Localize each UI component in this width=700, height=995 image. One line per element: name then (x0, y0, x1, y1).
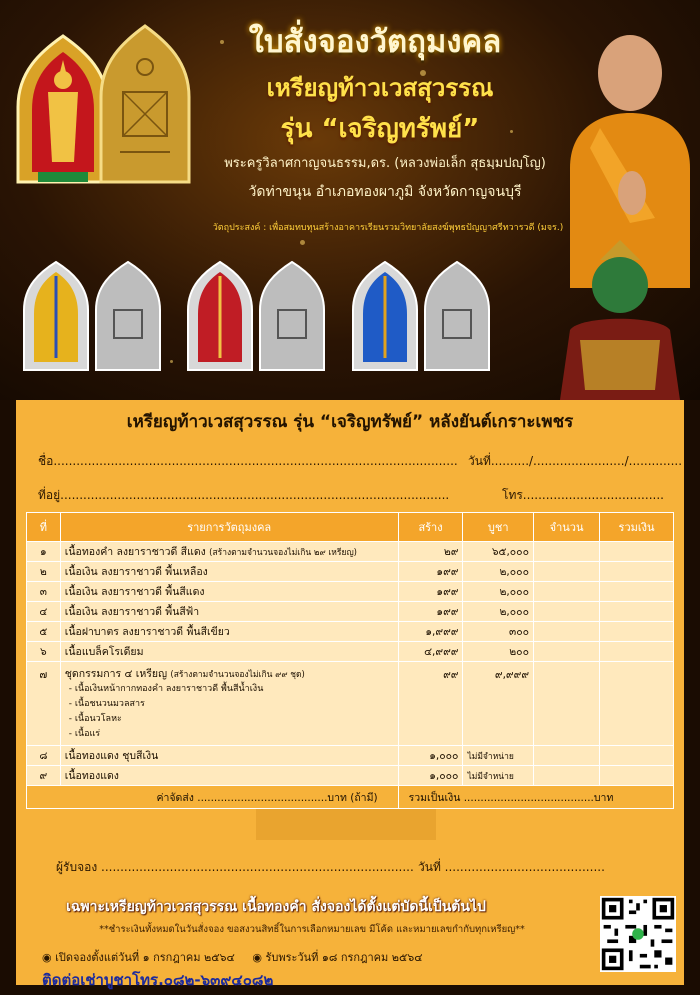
table-row: ๕ เนื้อฝาบาตร ลงยาราชาวดี พื้นสีเขียว ๑,๙๙๙ ๓๐๐ (27, 622, 674, 642)
table-row: ๑ เนื้อทองคำ ลงยาราชาวดี สีแดง (สร้างตามจำนวนจองไม่เกิน ๒๙ เหรียญ) ๒๙ ๖๕,๐๐๐ (27, 542, 674, 562)
total-cell[interactable] (600, 582, 674, 602)
dates-line (42, 948, 423, 966)
qr-code-icon[interactable] (600, 896, 676, 972)
address-field[interactable]: ที่อยู่...................................................................................................... (38, 488, 450, 502)
page-title: ใบสั่งจองวัตถุมงคล (248, 24, 502, 60)
amulet-blue-pair-image (345, 258, 505, 378)
col-price: บูชา (463, 513, 534, 542)
table-footer-row (27, 786, 674, 809)
orderer-label: ผู้รับจอง (56, 860, 98, 874)
order-date-label: วันที่ (418, 860, 441, 874)
exclusive-notice: เฉพาะเหรียญท้าวเวสสุวรรณ เนื้อทองคำ สั่งจองได้ตั้งแต่บัดนี้เป็นต้นไป (66, 899, 486, 915)
purpose-text: วัตถุประสงค์ : เพื่อสมทบทุนสร้างอาคารเรียนรวมวิทยาลัยสงฆ์พุทธปัญญาศรีทวารวดี (มจร.) (212, 223, 564, 233)
table-row-set: ๗ ชุดกรรมการ ๔ เหรียญ (สร้างตามจำนวนจองไม่เกิน ๙๙ ชุด) - เนื้อเงินหน้ากากทองคำ ลงยาราชาวดี พื้นสีน้ำเงิน - เนื้อชนวนมวลสาร - เนื้อนวโลหะ - เนื้อแร่ ๙๙ ๙,๙๙๙ (27, 662, 674, 746)
name-field[interactable]: ชื่อ.......................................................................................................... (38, 454, 458, 468)
amulet-name: เหรียญท้าวเวสสุวรรณ (266, 74, 494, 102)
address-label: ที่อยู่ (38, 488, 61, 502)
total-cell (600, 746, 674, 766)
order-date-field[interactable]: วันที่ .......................................... (418, 860, 605, 874)
total-cell[interactable] (600, 642, 674, 662)
giant-statue-image (540, 240, 700, 400)
col-qty: จำนวน (534, 513, 600, 542)
col-made: สร้าง (398, 513, 463, 542)
qty-cell[interactable] (534, 582, 600, 602)
form-heading: เหรียญท้าวเวสสุวรรณ รุ่น “เจริญทรัพย์” หลังยันต์เกราะเพชร (126, 412, 574, 432)
phone-field[interactable]: โทร..................................... (502, 488, 664, 502)
table-row: ๒ เนื้อเงิน ลงยาราชาวดี พื้นเหลือง ๑๙๙ ๒,๐๐๐ (27, 562, 674, 582)
table-row: ๘ เนื้อทองแดง ชุบสีเงิน ๑,๐๐๐ ไม่มีจำหน่าย (27, 746, 674, 766)
col-no: ที่ (27, 513, 61, 542)
shipping-field[interactable]: ค่าจัดส่ง .......................................บาท (ถ้ามี) (27, 786, 399, 809)
phone-label: โทร. (502, 488, 527, 502)
total-cell[interactable] (600, 662, 674, 746)
monk-name: พระครูวิลาศกาญจนธรรม,ดร. (หลวงพ่อเล็ก สุธมฺมปญฺโญ) (224, 156, 546, 171)
amulet-yellow-pair-image (16, 258, 176, 378)
receive-date: รับพระวันที่ ๑๘ กรกฎาคม ๒๕๖๔ (265, 951, 423, 964)
qty-cell (534, 766, 600, 786)
grand-total-field[interactable]: รวมเป็นเงิน .......................................บาท (398, 786, 673, 809)
amulet-red-pair-image (180, 258, 340, 378)
order-form (16, 400, 684, 989)
temple-name: วัดท่าขนุน อำเภอทองผาภูมิ จังหวัดกาญจนบุรี (248, 184, 522, 200)
date-label: วันที่ (468, 454, 491, 468)
table-row: ๙ เนื้อทองแดง ๑,๐๐๐ ไม่มีจำหน่าย (27, 766, 674, 786)
qty-cell[interactable] (534, 562, 600, 582)
header-banner (0, 0, 700, 400)
payment-note: **ชำระเงินทั้งหมดในวันสั่งจอง ขอสงวนสิทธิ์ในการเลือกหมายเลข มีโค้ด และหมายเลขกำกับทุกเหรียญ** (99, 924, 525, 935)
total-cell (600, 766, 674, 786)
qty-cell[interactable] (534, 602, 600, 622)
col-item: รายการวัตถุมงคล (60, 513, 398, 542)
order-table (26, 512, 674, 809)
total-cell[interactable] (600, 622, 674, 642)
contact-phone[interactable]: ติดต่อเช่าบูชาโทร.๐๘๒-๖๓๙๔๐๘๒ (42, 971, 274, 989)
qty-cell (534, 746, 600, 766)
bullet-icon: ◉ (252, 951, 262, 964)
amulet-series: รุ่น “เจริญทรัพย์” (280, 114, 480, 144)
name-label: ชื่อ (38, 454, 54, 468)
date-field[interactable]: วันที่........../......................../.............. (468, 454, 683, 468)
qty-cell[interactable] (534, 542, 600, 562)
total-cell[interactable] (600, 562, 674, 582)
orderer-field[interactable]: ผู้รับจอง .................................................................................. (56, 860, 414, 874)
total-cell[interactable] (600, 542, 674, 562)
table-row: ๓ เนื้อเงิน ลงยาราชาวดี พื้นสีแดง ๑๙๙ ๒,๐๐๐ (27, 582, 674, 602)
qty-cell[interactable] (534, 662, 600, 746)
table-row: ๖ เนื้อแบล็คโรเดียม ๔,๙๙๙ ๒๐๐ (27, 642, 674, 662)
col-total: รวมเงิน (600, 513, 674, 542)
table-row: ๔ เนื้อเงิน ลงยาราชาวดี พื้นสีฟ้า ๑๙๙ ๒,๐๐๐ (27, 602, 674, 622)
table-header-row (27, 513, 674, 542)
bullet-icon: ◉ (42, 951, 52, 964)
qty-cell[interactable] (534, 622, 600, 642)
total-cell[interactable] (600, 602, 674, 622)
qty-cell[interactable] (534, 642, 600, 662)
open-date: เปิดจองตั้งแต่วันที่ ๑ กรกฎาคม ๒๕๖๔ (55, 951, 235, 964)
